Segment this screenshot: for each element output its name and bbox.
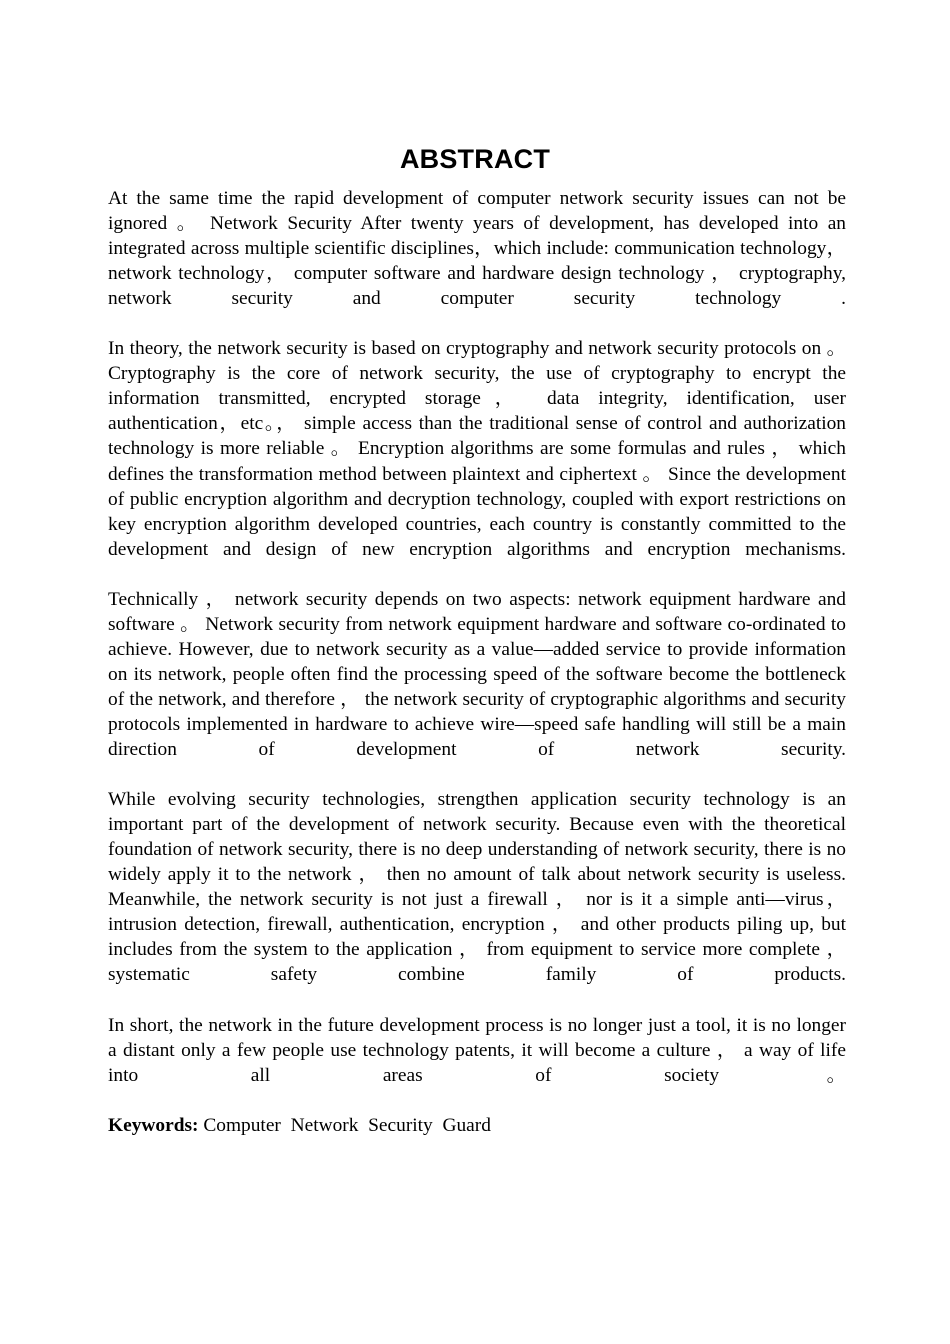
keywords-value: Computer Network Security Guard	[198, 1114, 491, 1136]
keywords-label: Keywords:	[108, 1114, 199, 1136]
abstract-paragraph-5: In short, the network in the future development process is no longer just a tool, it is no longer a distant only a few people use technology patents, it will become a culture ， a way of life into all areas of society。	[108, 1014, 846, 1086]
abstract-paragraph-4: While evolving security technologies, strengthen application security technology is an important part of the development of network security. Because even with the theoretical foundation of network security, there is no deep understanding of network security, there is no widely apply it to the network ， then no amount of talk about network security is useless. Meanwhile, the network security is not just a firewall ， nor is it a simple anti—virus，intrusion detection, firewall, authentication, encryption ， and other products piling up, but includes from the system to the application ， from equipment to service more complete ，systematic safety combine family of products.	[108, 789, 846, 986]
keywords-line	[108, 1113, 846, 1138]
abstract-body	[108, 186, 846, 1138]
abstract-paragraph-1: At the same time the rapid development of computer network security issues can not be ignored 。 Network Security After twenty years of development, has developed into an integrated across multiple scientific disciplines，which include: communication technology，network technology， computer software and hardware design technology ， cryptography, network security and computer security technology .	[108, 188, 846, 310]
abstract-paragraph-3: Technically ， network security depends on two aspects: network equipment hardware and software 。 Network security from network equipment hardware and software co-ordinated to achieve. However, due to network security as a value—added service to provide information on its network, people often find the processing speed of the software become the bottleneck of the network, and therefore ， the network security of cryptographic algorithms and security protocols implemented in hardware to achieve wire—speed safe handling will still be a main direction of development of network security.	[108, 588, 846, 761]
abstract-paragraph-2: In theory, the network security is based on cryptography and network security protocols on 。Cryptography is the core of network security, the use of cryptography to encrypt the information transmitted, encrypted storage， data integrity, identification, user authentication，etc。， simple access than the traditional sense of control and authorization technology is more reliable 。 Encryption algorithms are some formulas and rules ， which defines the transformation method between plaintext and ciphertext 。 Since the development of public encryption algorithm and decryption technology, coupled with export restrictions on key encryption algorithm developed countries, each country is constantly committed to the development and design of new encryption algorithms and encryption mechanisms.	[108, 338, 846, 560]
page-title: ABSTRACT	[399, 144, 551, 174]
